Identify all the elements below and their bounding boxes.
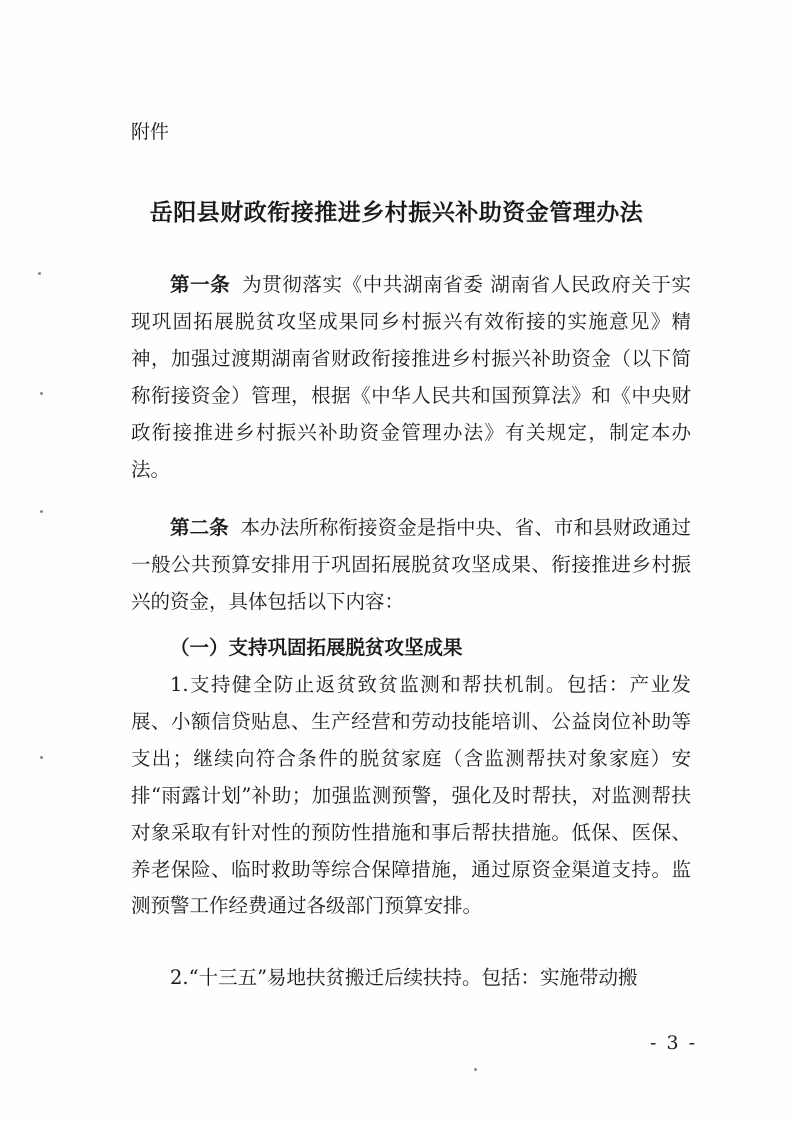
scan-speck (40, 510, 43, 513)
article-2-paragraph (131, 510, 691, 621)
article-1-label: 第一条 (170, 273, 231, 296)
section-1 (131, 630, 691, 667)
article-1-paragraph (131, 267, 691, 488)
item-2 (131, 960, 691, 997)
article-2-label: 第二条 (170, 516, 229, 539)
scan-speck (474, 1068, 477, 1071)
article-1-text: 为贯彻落实《中共湖南省委 湖南省人民政府关于实现巩固拓展脱贫攻坚成果同乡村振兴有效衔接的实施意见》精神，加强过渡期湖南省财政衔接推进乡村振兴补助资金（以下简称衔接资金）管理，根据《中华人民共和国预算法》和《中央财政衔接推进乡村振兴补助资金管理办法》有关规定，制定本办法。 (131, 273, 691, 481)
item-1 (131, 667, 691, 925)
attachment-label: 附件 (131, 121, 170, 143)
item-2-paragraph: 2.“十三五”易地扶贫搬迁后续扶持。包括：实施带动搬 (170, 966, 638, 989)
scan-speck (40, 756, 43, 759)
page-number: - 3 - (650, 1032, 698, 1054)
scan-speck (40, 392, 43, 395)
section-1-heading: （一）支持巩固拓展脱贫攻坚成果 (170, 636, 463, 659)
article-1 (131, 267, 691, 488)
article-2-text: 本办法所称衔接资金是指中央、省、市和县财政通过一般公共预算安排用于巩固拓展脱贫攻坚成果、衔接推进乡村振兴的资金，具体包括以下内容： (131, 516, 691, 613)
scan-speck (38, 272, 41, 275)
document-title: 岳阳县财政衔接推进乡村振兴补助资金管理办法 (149, 199, 644, 226)
article-2 (131, 510, 691, 621)
item-1-paragraph: 1.支持健全防止返贫致贫监测和帮扶机制。包括：产业发展、小额信贷贴息、生产经营和劳动技能培训、公益岗位补助等支出；继续向符合条件的脱贫家庭（含监测帮扶对象家庭）安排“雨露计划”补助；加强监测预警，强化及时帮扶，对监测帮扶对象采取有针对性的预防性措施和事后帮扶措施。低保、医保、养老保险、临时救助等综合保障措施，通过原资金渠道支持。监测预警工作经费通过各级部门预算安排。 (131, 673, 691, 918)
